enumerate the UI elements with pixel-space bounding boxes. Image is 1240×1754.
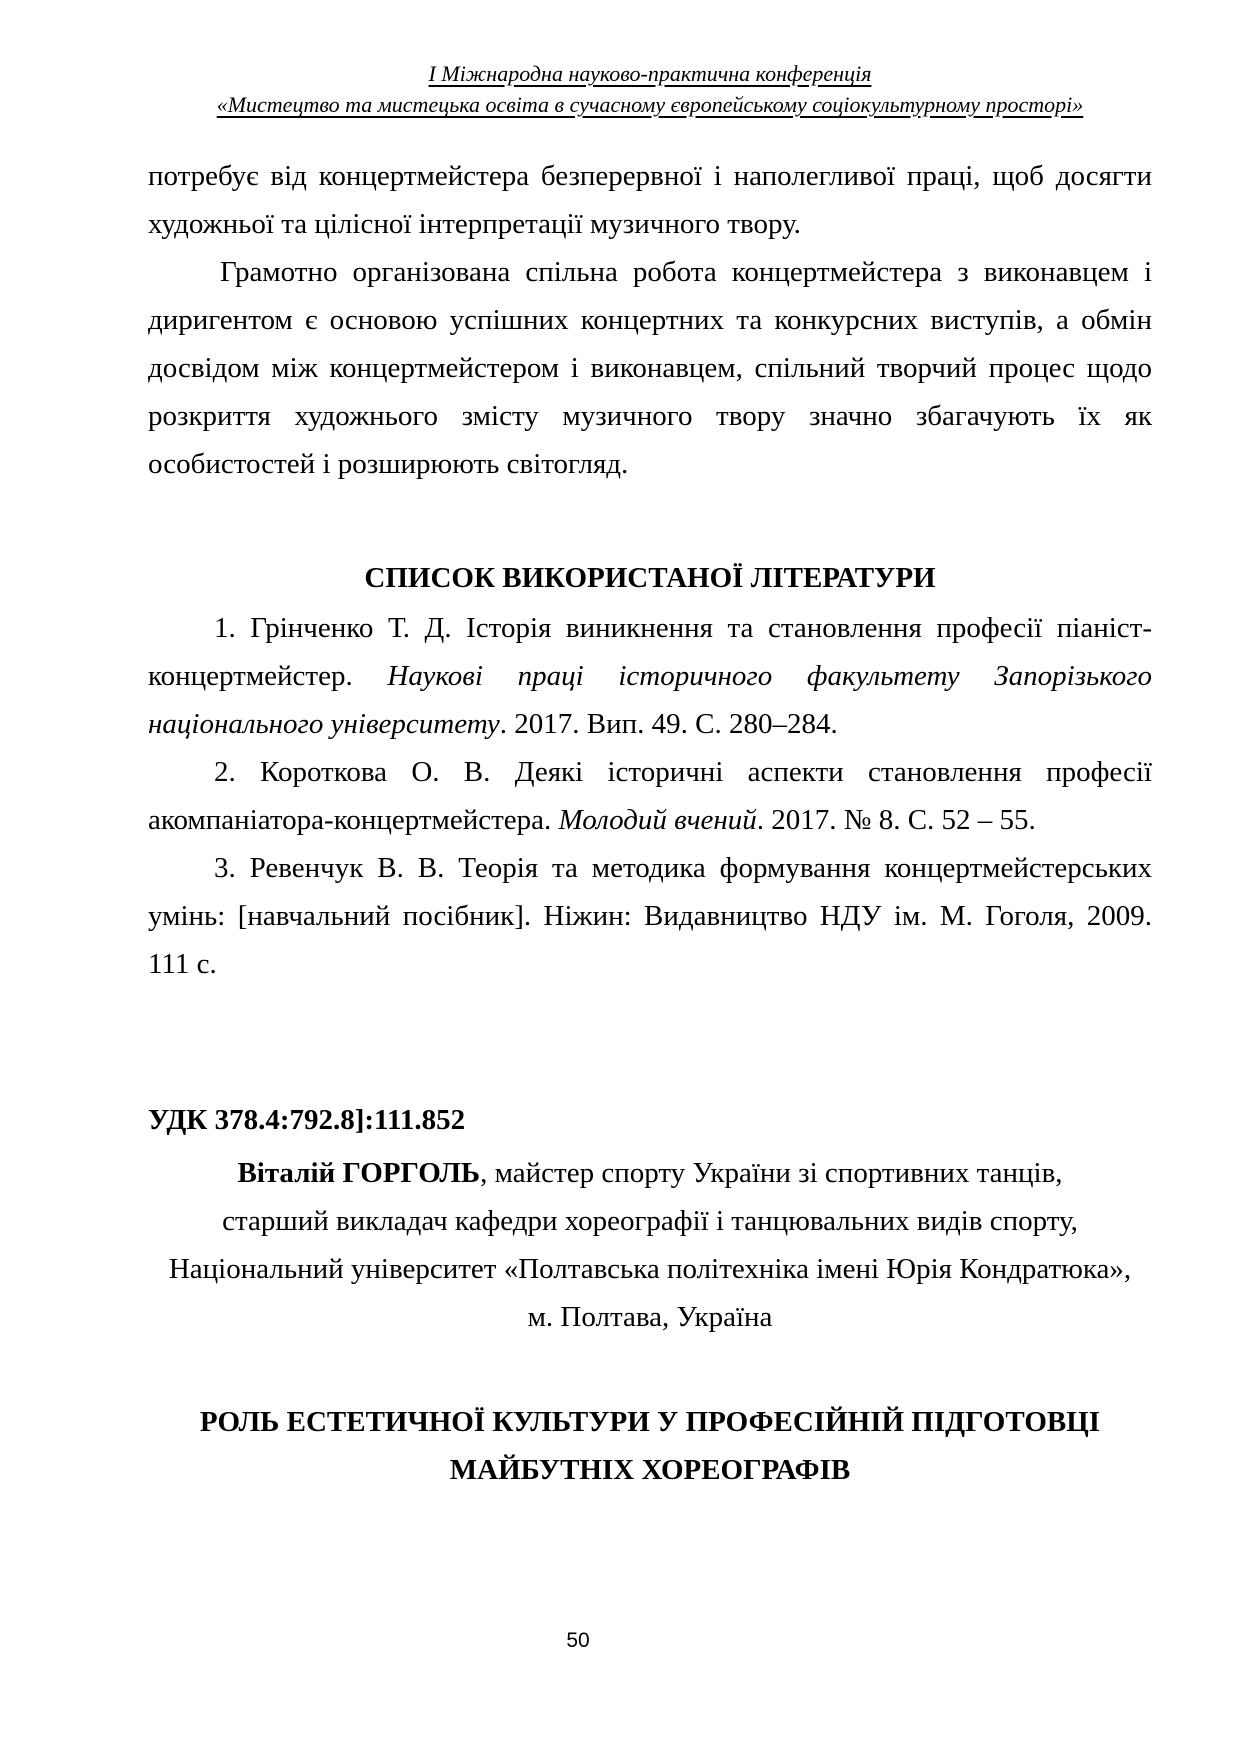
author-block (148, 1149, 1152, 1341)
conference-header (148, 58, 1152, 120)
body-paragraph-continuation: потребує від концертмейстера безперервної і наполегливої праці, щоб досягти художньої та цілісної інтерпретації музичного твору. (148, 160, 1152, 240)
article-title: РОЛЬ ЕСТЕТИЧНОЇ КУЛЬТУРИ У ПРОФЕСІЙНІЙ ПІДГОТОВЦІ МАЙБУТНІХ ХОРЕОГРАФІВ (199, 1406, 1101, 1486)
reference-item (148, 748, 1152, 844)
reference-tail: . 2017. № 8. С. 52 – 55. (756, 804, 1036, 836)
reference-tail: . 2017. Вип. 49. С. 280–284. (499, 708, 838, 740)
reference-text: 3. Ревенчук В. В. Теорія та методика формування концертмейстерських умінь: [навчальний посібник]. Ніжин: Видавництво НДУ ім. М. Гоголя, 2009. 111 с. (148, 852, 1152, 980)
author-location-line: м. Полтава, Україна (527, 1301, 773, 1333)
author-name: Віталій ГОРГОЛЬ (237, 1157, 481, 1189)
author-line (148, 1149, 1152, 1197)
document-body (148, 152, 1152, 1494)
author-affiliation-line: старший викладач кафедри хореографії і танцювальних видів спорту, (222, 1205, 1078, 1237)
reference-text: 2. Короткова О. В. Деякі історичні аспекти становлення професії акомпаніатора-концертмейстера. (148, 756, 1152, 836)
author-degree: , майстер спорту України зі спортивних танців, (480, 1157, 1063, 1189)
references-heading: СПИСОК ВИКОРИСТАНОЇ ЛІТЕРАТУРИ (364, 562, 936, 594)
conference-header-line-2: «Мистецтво та мистецька освіта в сучасному європейському соціокультурному просторі» (216, 92, 1084, 117)
reference-source: Наукові праці історичного факультету Запорізького національного університету (148, 660, 1153, 740)
reference-text: 1. Грінченко Т. Д. Історія виникнення та становлення професії піаніст-концертмейстер. (148, 612, 1152, 692)
reference-item (148, 844, 1152, 988)
author-affiliation-line: Національний університет «Полтавська політехніка імені Юрія Кондратюка», (168, 1253, 1132, 1285)
conference-header-line-1: І Міжнародна науково-практична конференція (428, 61, 872, 86)
reference-source: Молодий вчений (558, 804, 757, 836)
references-list (148, 604, 1152, 988)
reference-item (148, 604, 1152, 748)
body-paragraph: Грамотно організована спільна робота концертмейстера з виконавцем і диригентом є основою успішних концертних та конкурсних виступів, а обмін досвідом між концертмейстером і виконавцем, спільний творчий процес щодо розкриття художнього змісту музичного твору значно збагачують їх як особистостей і розширюють світогляд. (148, 256, 1152, 480)
udc-code: УДК 378.4:792.8]:111.852 (148, 1104, 466, 1136)
page-number: 50 (566, 1629, 590, 1652)
